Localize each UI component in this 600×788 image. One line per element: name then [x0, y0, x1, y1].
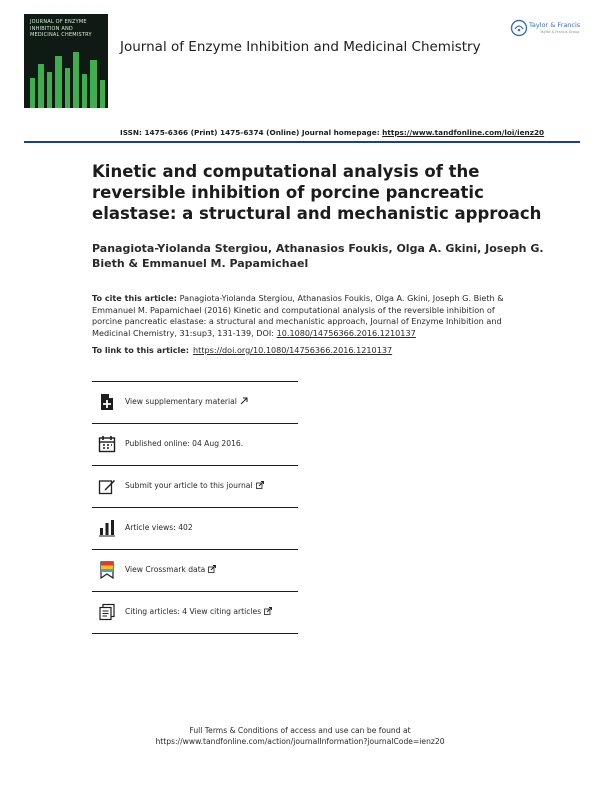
- header-divider: [24, 141, 580, 143]
- external-link-icon: [208, 565, 216, 573]
- cover-title: JOURNAL OF ENZYME INHIBITION AND MEDICINAL CHEMISTRY: [30, 19, 92, 38]
- journal-title[interactable]: Journal of Enzyme Inhibition and Medicinal Chemistry: [120, 39, 481, 55]
- external-link-icon: [256, 481, 264, 489]
- citation-doi-link[interactable]: 10.1080/14756366.2016.1210137: [276, 327, 416, 338]
- journal-cover-image: [24, 14, 108, 108]
- bar-chart-icon: [98, 519, 116, 537]
- crossmark-icon: [98, 561, 116, 579]
- article-authors: Panagiota-Yiolanda Stergiou, Athanasios Foukis, Olga A. Gkini, Joseph G. Bieth & Emmanuel M. Papamichael: [92, 242, 544, 270]
- citation-text: Panagiota-Yiolanda Stergiou, Athanasios Foukis, Olga A. Gkini, Joseph G. Bieth & Emmanuel M. Papamichael (2016) Kinetic and computational analysis of the reversible inhibition of porcine pancreatic elastase: a structural and mechanistic approach, Journal of Enzyme Inhibition and Medicinal Chemistry, 31:sup3, 131-139, DOI:: [92, 293, 504, 338]
- link-label: To link to this article:: [92, 345, 190, 355]
- calendar-icon: [98, 435, 116, 453]
- info-row-supplementary[interactable]: [92, 381, 298, 424]
- cover-artwork: [24, 50, 108, 108]
- citation-label: To cite this article:: [92, 293, 178, 303]
- info-label: Submit your article to this journal: [125, 481, 253, 490]
- info-row-crossmark[interactable]: [92, 550, 298, 592]
- article-link-line: [92, 345, 392, 355]
- info-label: View supplementary material: [125, 397, 237, 406]
- info-label: View Crossmark data: [125, 565, 206, 574]
- supplementary-file-icon: [98, 393, 116, 411]
- info-row-views: [92, 508, 298, 550]
- edit-icon: [98, 477, 116, 495]
- info-label: Citing articles: 4 View citing articles: [125, 607, 262, 616]
- info-row-citing[interactable]: [92, 592, 298, 634]
- info-row-published: [92, 424, 298, 466]
- journal-homepage-link[interactable]: https://www.tandfonline.com/loi/ienz20: [382, 128, 545, 137]
- issn-line: ISSN: 1475-6366 (Print) 1475-6374 (Online) Journal homepage: https://www.tandfonline.com/loi/ienz20: [120, 128, 545, 137]
- citing-articles-icon: [98, 603, 116, 621]
- article-doi-link[interactable]: https://doi.org/10.1080/14756366.2016.1210137: [193, 345, 393, 355]
- footer-terms-text: Full Terms & Conditions of access and use can be found at: [189, 726, 411, 735]
- external-link-icon: [240, 397, 248, 405]
- publisher-logo-icon: [510, 19, 528, 37]
- info-label: Article views: 402: [125, 523, 193, 532]
- publisher-logo[interactable]: [510, 17, 590, 45]
- article-title: Kinetic and computational analysis of the reversible inhibition of porcine pancreatic elastase: a structural and mechanistic approach: [92, 162, 542, 223]
- terms-footer: [0, 725, 600, 747]
- publisher-brand: Taylor & Francis: [529, 21, 581, 29]
- publisher-subbrand: Taylor & Francis Group: [540, 30, 580, 34]
- info-row-submit[interactable]: [92, 466, 298, 508]
- footer-terms-link[interactable]: https://www.tandfonline.com/action/journalInformation?journalCode=ienz20: [155, 737, 445, 746]
- article-info-list: [92, 381, 298, 634]
- info-label: Published online: 04 Aug 2016.: [125, 439, 244, 448]
- external-link-icon: [264, 607, 272, 615]
- citation-block: [92, 293, 522, 339]
